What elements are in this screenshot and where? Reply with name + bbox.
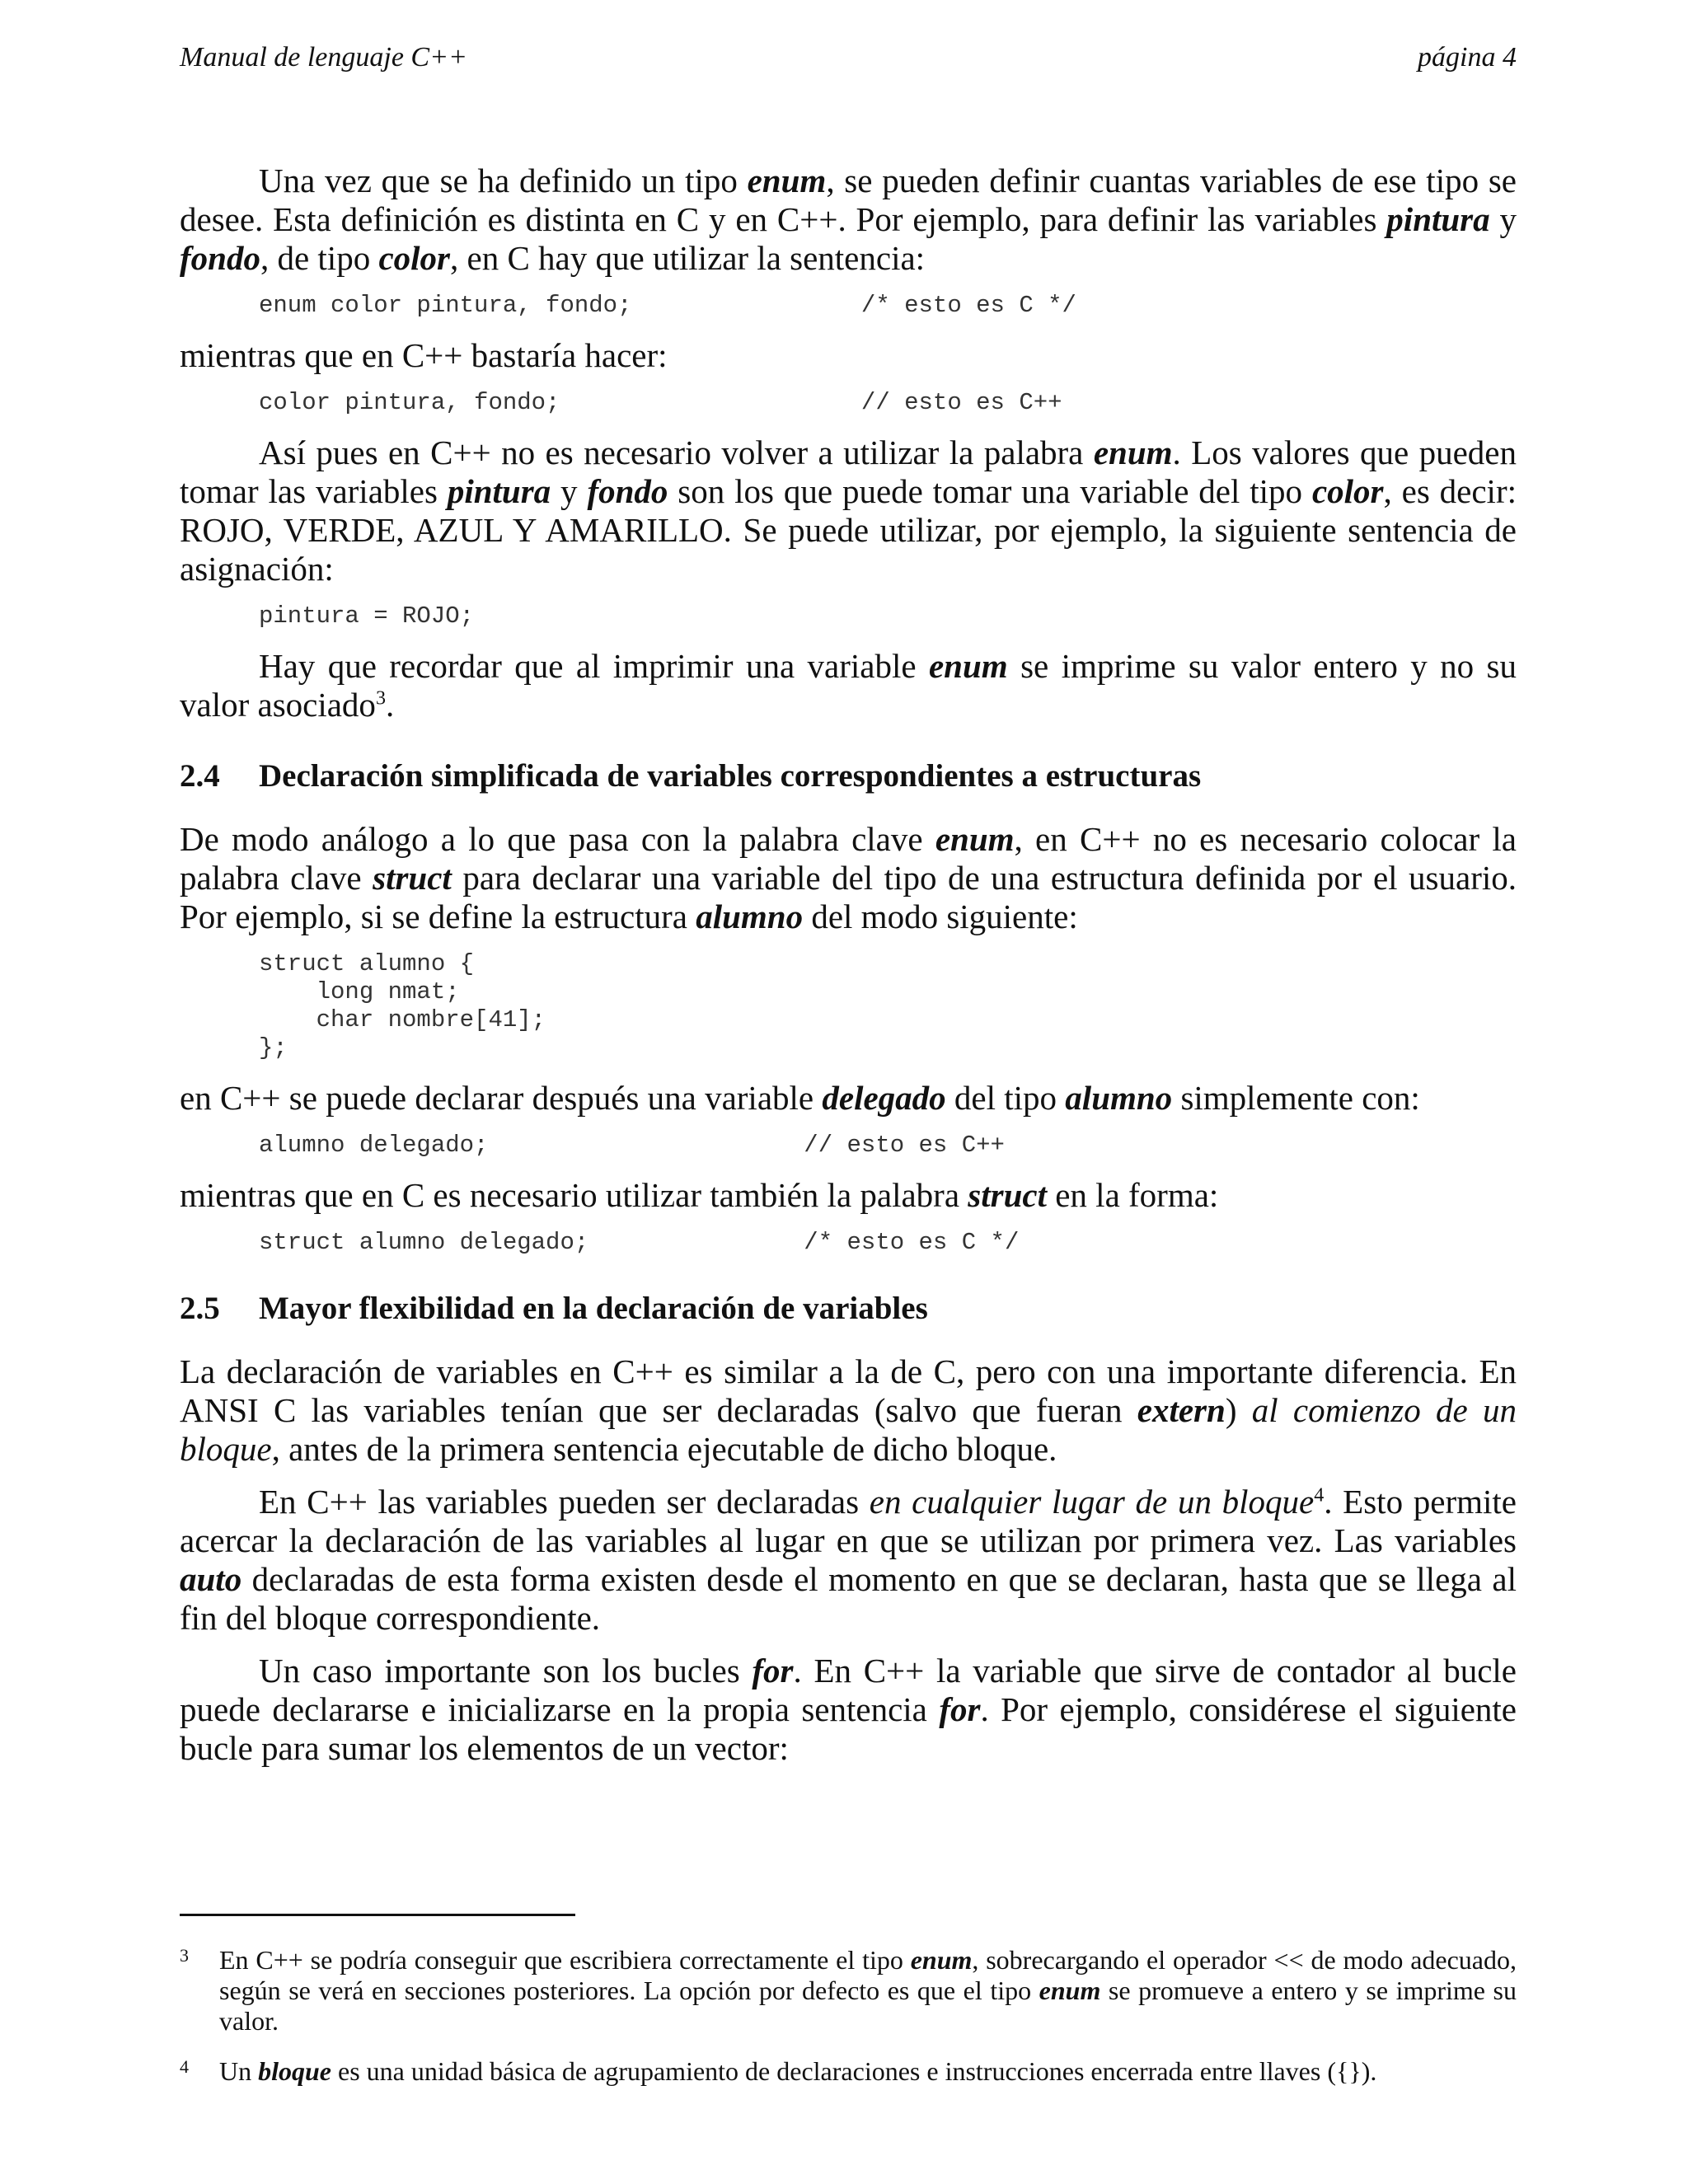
footnote-number: 3: [180, 1945, 189, 1966]
text: . Por ejemplo, considérese el siguiente bucle para sumar los elementos de un vector:: [180, 1690, 1517, 1767]
footnote-ref[interactable]: 4: [1314, 1484, 1325, 1507]
code-block: pintura = ROJO;: [259, 602, 475, 630]
text: , en C++ no es necesario colocar la palabra clave: [180, 820, 1517, 897]
text: en C++ se puede declarar después una variable: [180, 1079, 823, 1117]
keyword: enum: [747, 162, 827, 199]
footnote-number: 4: [180, 2056, 189, 2077]
keyword: pintura: [1386, 200, 1490, 238]
keyword: enum: [1093, 434, 1173, 471]
keyword: for: [939, 1690, 981, 1728]
paragraph: [180, 647, 1517, 724]
keyword: alumno: [1065, 1079, 1173, 1117]
text: La declaración de variables en C++ es similar a la de C, pero con una importante diferencia. En ANSI C las variables tenían que ser declaradas (salvo que fueran: [180, 1352, 1517, 1429]
text: ): [1225, 1391, 1252, 1429]
text: simplemente con:: [1172, 1079, 1420, 1117]
code-block: enum color pintura, fondo; /* esto es C */: [259, 292, 1076, 319]
paragraph: [180, 1176, 1517, 1215]
text: Un: [219, 2056, 259, 2086]
paragraph: [180, 1352, 1517, 1469]
paragraph: mientras que en C++ bastaría hacer:: [180, 336, 668, 374]
text: mientras que en C es necesario utilizar también la palabra: [180, 1176, 968, 1214]
header-title: Manual de lenguaje C++: [180, 42, 467, 73]
text: , de tipo: [260, 239, 379, 277]
keyword: for: [752, 1652, 794, 1690]
text: En C++ se podría conseguir que escribiera correctamente el tipo: [219, 1945, 911, 1975]
keyword: delegado: [822, 1079, 946, 1117]
footnote-ref[interactable]: 3: [375, 687, 386, 710]
text: son los que puede tomar una variable del tipo: [668, 472, 1312, 510]
keyword: bloque: [258, 2056, 331, 2086]
text: y: [1489, 200, 1517, 238]
text: . Esto permite acercar la declaración de las variables al lugar en que se utilizan por primera vez. Las variables: [180, 1483, 1517, 1559]
keyword: enum: [1039, 1975, 1101, 2005]
section-title: Declaración simplificada de variables correspondientes a estructuras: [259, 758, 1202, 794]
text: , en C hay que utilizar la sentencia:: [450, 239, 926, 277]
page-number: página 4: [1418, 42, 1517, 73]
text: , se pueden definir cuantas variables de ese tipo se desee. Esta definición es distinta en C y en C++. Por ejemplo, para definir las variables: [180, 162, 1517, 238]
section-title: Mayor flexibilidad en la declaración de variables: [259, 1291, 928, 1326]
text: En C++ las variables pueden ser declaradas: [259, 1483, 870, 1521]
text: Una vez que se ha definido un tipo: [259, 162, 748, 199]
paragraph: [180, 820, 1517, 936]
code-block: alumno delegado; // esto es C++: [259, 1132, 1005, 1159]
section-number: 2.4: [180, 758, 220, 794]
section-heading: [180, 757, 1517, 795]
footnote: [180, 1945, 1517, 2036]
keyword: alumno: [696, 898, 804, 935]
text: del tipo: [945, 1079, 1066, 1117]
text: Un caso importante son los bucles: [259, 1652, 753, 1690]
text: es una unidad básica de agrupamiento de declaraciones e instrucciones encerrada entre llaves ({}).: [331, 2056, 1377, 2086]
text: se promueve a entero y se imprime su valor.: [219, 1975, 1517, 2036]
text: declaradas de esta forma existen desde el momento en que se declaran, hasta que se llega al fin del bloque correspondiente.: [180, 1560, 1517, 1637]
text: Hay que recordar que al imprimir una variable: [259, 647, 929, 685]
emphasis: al comienzo de un bloque: [180, 1391, 1517, 1468]
code-block: struct alumno { long nmat; char nombre[41]; };: [259, 950, 546, 1062]
running-header: [180, 41, 1517, 74]
keyword: color: [1311, 472, 1384, 510]
text: , antes de la primera sentencia ejecutable de dicho bloque.: [271, 1430, 1057, 1468]
keyword: fondo: [587, 472, 668, 510]
keyword: enum: [935, 820, 1015, 858]
code-block: color pintura, fondo; // esto es C++: [259, 389, 1062, 416]
paragraph: [180, 1652, 1517, 1768]
text: De modo análogo a lo que pasa con la palabra clave: [180, 820, 935, 858]
paragraph: [180, 434, 1517, 588]
text: en la forma:: [1046, 1176, 1219, 1214]
section-number: 2.5: [180, 1291, 220, 1326]
text: . En C++ la variable que sirve de contador al bucle puede declararse e inicializarse en la propia sentencia: [180, 1652, 1517, 1728]
text: se imprime su valor entero y no su valor asociado: [180, 647, 1517, 724]
code-block: struct alumno delegado; /* esto es C */: [259, 1229, 1020, 1256]
keyword: extern: [1137, 1391, 1226, 1429]
paragraph: [180, 1483, 1517, 1638]
text: , sobrecargando el operador << de modo adecuado, según se verá en secciones posteriores. La opción por defecto es que el tipo: [219, 1945, 1517, 2005]
emphasis: en cualquier lugar de un bloque: [869, 1483, 1315, 1521]
section-heading: [180, 1290, 1517, 1328]
text: del modo siguiente:: [803, 898, 1078, 935]
paragraph: [180, 162, 1517, 278]
footnote: [180, 2056, 1517, 2087]
keyword: struct: [373, 859, 452, 897]
main-content: [180, 162, 1517, 1782]
text: Así pues en C++ no es necesario volver a utilizar la palabra: [259, 434, 1094, 471]
keyword: enum: [910, 1945, 973, 1975]
text: para declarar una variable del tipo de una estructura definida por el usuario. Por ejemplo, si se define la estructura: [180, 859, 1517, 935]
footnote-separator: [180, 1914, 575, 1916]
paragraph: [180, 1079, 1517, 1118]
keyword: color: [378, 239, 450, 277]
keyword: enum: [928, 647, 1008, 685]
keyword: fondo: [180, 239, 260, 277]
footnotes: [180, 1945, 1517, 2107]
keyword: auto: [180, 1560, 242, 1598]
keyword: struct: [968, 1176, 1047, 1214]
text: y: [551, 472, 588, 510]
text: . Los valores que pueden tomar las variables: [180, 434, 1517, 510]
text: .: [385, 686, 395, 724]
keyword: pintura: [447, 472, 551, 510]
text: , es decir: ROJO, VERDE, AZUL Y AMARILLO. Se puede utilizar, por ejemplo, la siguiente sentencia de asignación:: [180, 472, 1517, 588]
